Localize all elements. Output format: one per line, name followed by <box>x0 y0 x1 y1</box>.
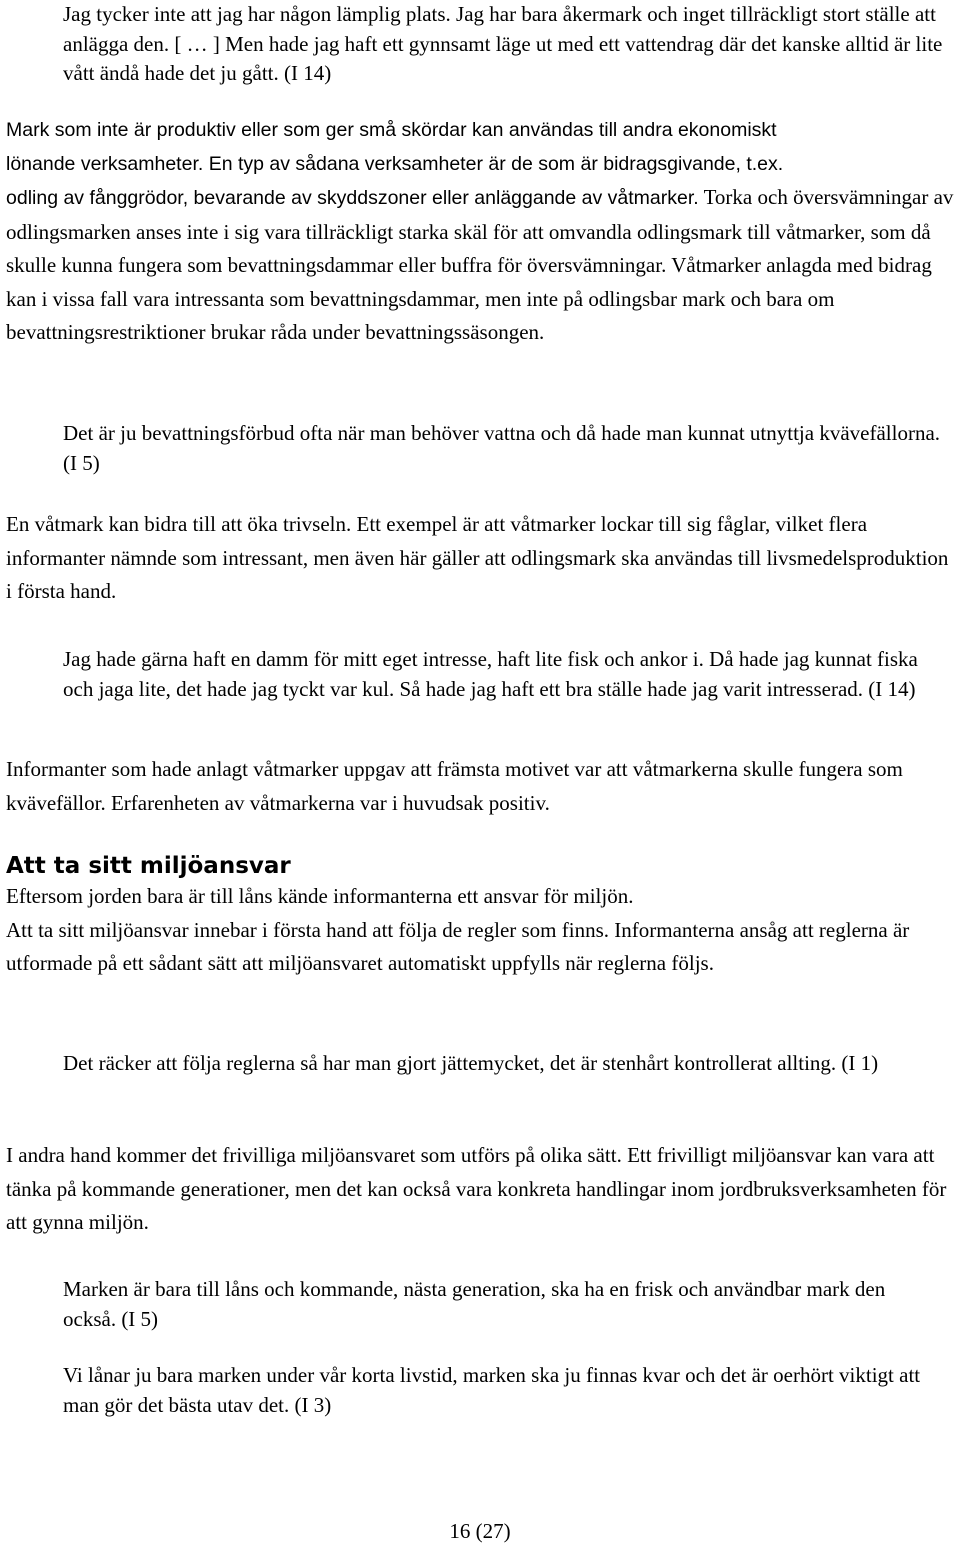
paragraph-wetland-wellbeing: En våtmark kan bidra till att öka trivseln. Ett exempel är att våtmarker lockar till sig fåglar, vilket flera informanter nämnde som intressant, men även här gäller att odlingsmark ska användas till livsmedelsproduktion i första hand. <box>6 512 949 603</box>
paragraph-continuation: Torka och översvämningar av odlingsmarken anses inte i sig vara tillräckligt starka skäl för att omvandla odlingsmark till våtmarker, som då skulle kunna fungera som bevattningsdammar eller buffra för översvämningar. Våtmarker anlagda med bidrag kan i vissa fall vara intressanta som bevattningsdammar, men inte på odlingsbar mark och bara om bevattningsrestriktioner brukar råda under bevattningssäsongen. <box>6 185 954 344</box>
interview-quote-4: Det räcker att följa reglerna så har man gjort jättemycket, det är stenhårt kontrollerat allting. (I 1) <box>63 1051 879 1075</box>
paragraph-line-3: odling av fånggrödor, bevarande av skyddszoner eller anläggande av våtmarker. <box>6 187 699 209</box>
paragraph-voluntary-responsibility: I andra hand kommer det frivilliga miljöansvaret som utförs på olika sätt. Ett frivilligt miljöansvar kan vara att tänka på kommande generationer, men det kan också vara konkreta handlingar inom jordbruksverksamheten för att gynna miljön. <box>6 1143 947 1234</box>
interview-quote-6: Vi lånar ju bara marken under vår korta livstid, marken ska ju finnas kvar och det är oerhört viktigt att man gör det bästa utav det. (I 3) <box>63 1363 921 1417</box>
paragraph-first-line: Eftersom jorden bara är till låns kände informanterna ett ansvar för miljön. <box>6 884 634 908</box>
paragraph-rest: Att ta sitt miljöansvar innebar i första hand att följa de regler som finns. Informanterna ansåg att reglerna är utformade på ett sådant sätt att miljöansvaret automatiskt uppfylls när reglerna följs. <box>6 917 910 975</box>
paragraph-line-2: lönande verksamheter. En typ av sådana verksamheter är de som är bidragsgivande, t.ex. <box>6 152 784 175</box>
interview-quote-2: Det är ju bevattningsförbud ofta när man behöver vattna och då hade man kunnat utnyttja kvävefällorna. (I 5) <box>63 421 941 475</box>
paragraph-nitrogen-traps: Informanter som hade anlagt våtmarker uppgav att främsta motivet var att våtmarkerna skulle fungera som kvävefällor. Erfarenheten av våtmarkerna var i huvudsak positiv. <box>6 757 903 815</box>
paragraph-environmental-responsibility <box>6 880 954 981</box>
section-heading: Att ta sitt miljöansvar <box>6 853 291 879</box>
paragraph-wetland-economics <box>6 114 954 350</box>
interview-quote-3: Jag hade gärna haft en damm för mitt eget intresse, haft lite fisk och ankor i. Då hade jag kunnat fiska och jaga lite, det hade jag tyckt var kul. Så hade jag haft ett bra ställe hade jag varit intresserad. (I 14) <box>63 647 918 701</box>
page-number: 16 (27) <box>449 1519 511 1543</box>
interview-quote-1: Jag tycker inte att jag har någon lämplig plats. Jag har bara åkermark och inget tillräckligt stort ställe att anlägga den. [ … ] Men hade jag haft ett gynnsamt läge ut med ett vattendrag där det kanske alltid är lite vått ändå hade det ju gått. (I 14) <box>63 2 943 85</box>
interview-quote-5: Marken är bara till låns och kommande, nästa generation, ska ha en frisk och användbar mark den också. (I 5) <box>63 1277 886 1331</box>
paragraph-line-1: Mark som inte är produktiv eller som ger små skördar kan användas till andra ekonomiskt <box>6 119 777 141</box>
